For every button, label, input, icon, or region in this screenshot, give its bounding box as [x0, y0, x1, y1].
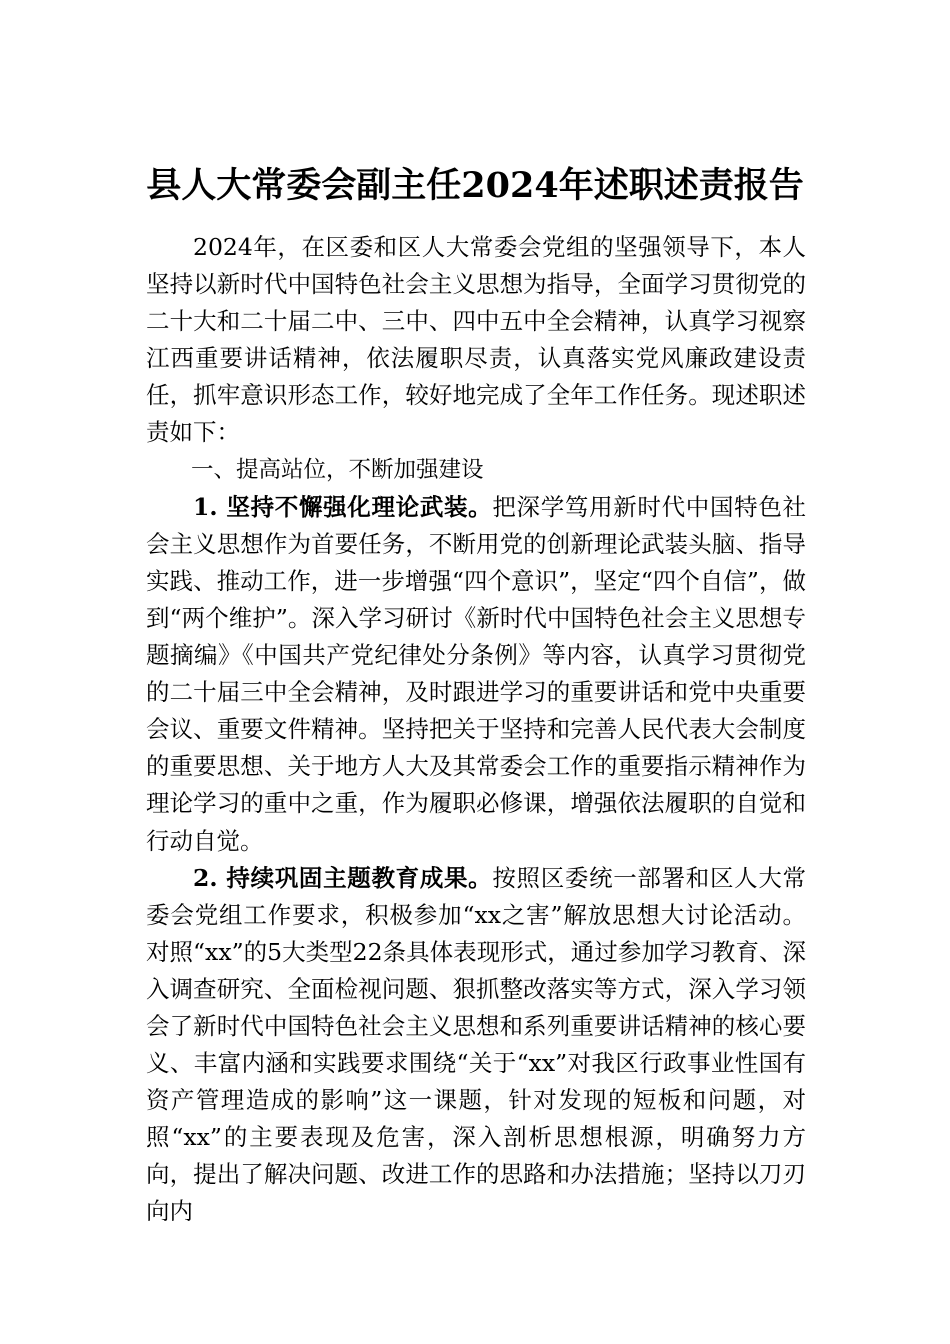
section-heading: 一、提高站位，不断加强建设 [191, 456, 484, 483]
item-2-paragraph [146, 860, 806, 1231]
intro-paragraph: 2024年，在区委和区人大常委会党组的坚强领导下，本人坚持以新时代中国特色社会主义思想为指导，全面学习贯彻党的二十大和二十届二中、三中、四中五中全会精神，认真学习视察江西重要讲话精神，依法履职尽责，认真落实党风廉政建设责任，抓牢意识形态工作，较好地完成了全年工作任务。现述职述责如下： [146, 233, 806, 447]
document-body [146, 229, 806, 1231]
item-1-body: 把深学笃用新时代中国特色社会主义思想作为首要任务，不断用党的创新理论武装头脑、指导实践、推动工作，进一步增强“四个意识”，坚定“四个自信”，做到“两个维护”。深入学习研讨《新时代中国特色社会主义思想专题摘编》《中国共产党纪律处分条例》等内容，认真学习贯彻党的二十届三中全会精神，及时跟进学习的重要讲话和党中央重要会议、重要文件精神。坚持把关于坚持和完善人民代表大会制度的重要思想、关于地方人大及其常委会工作的重要指示精神作为理论学习的重中之重，作为履职必修课，增强依法履职的自觉和行动自觉。 [146, 492, 806, 855]
document-title: 县人大常委会副主任2024年述职述责报告 [146, 165, 804, 206]
item-2-lead: 2. 持续巩固主题教育成果。 [193, 863, 493, 892]
item-1-lead: 1. 坚持不懈强化理论武装。 [193, 492, 493, 521]
item-2-body: 按照区委统一部署和区人大常委会党组工作要求，积极参加“xx之害”解放思想大讨论活动。对照“xx”的5大类型22条具体表现形式，通过参加学习教育、深入调查研究、全面检视问题、狠抓整改落实等方式，深入学习领会了新时代中国特色社会主义思想和系列重要讲话精神的核心要义、丰富内涵和实践要求围绕“关于“xx”对我区行政事业性国有资产管理造成的影响”这一课题，针对发现的短板和问题，对照“xx”的主要表现及危害，深入剖析思想根源，明确努力方向，提出了解决问题、改进工作的思路和办法措施；坚持以刀刃向内 [146, 863, 806, 1226]
item-1-paragraph [146, 489, 806, 860]
